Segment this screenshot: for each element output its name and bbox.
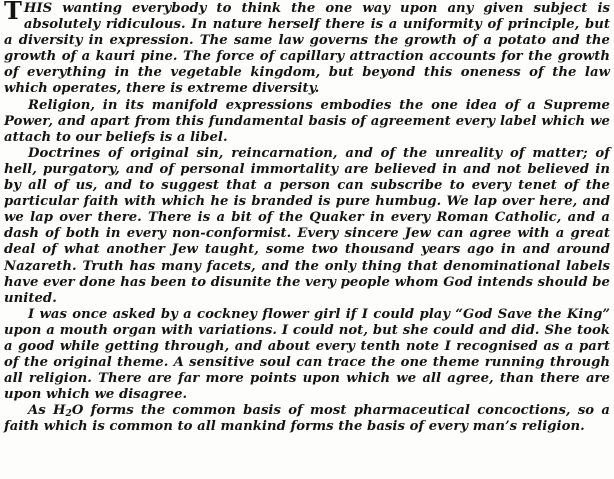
paragraph-4: I was once asked by a cockney flower girl if I could play “God Save the King” upon a mouth organ with variations. I could not, but she could and did. She took a good while getting through, and about every tenth note I recognised as a part of the original theme. A sensitive soul can trace the one theme running through all religion. There are far more points upon which we all agree, than there are upon which we disagree. [4,306,610,403]
paragraph-5-start: As H [28,403,66,419]
drop-cap: T [4,0,22,25]
paragraph-2: Religion, in its manifold expressions embodies the one idea of a Supreme Power, and apart from this fundamental basis of agreement every label which we attach to our beliefs is a libel. [4,97,610,145]
paragraph-3: Doctrines of original sin, reincarnation, and of the unreality of matter; of hell, purgatory, and of personal immortality are believed in and not believed in by all of us, and to suggest that a person can subscribe to every tenet of the particular faith with which he is branded is pure humbug. We lap over here, and we lap over there. There is a bit of the Quaker in every Roman Catholic, and a dash of both in every non-conformist. Every sincere Jew can agree with a great deal of what another Jew taught, some two thousand years ago in and around Nazareth. Truth has many facets, and the only thing that denominational labels have ever done has been to disunite the very people whom God intends should be united. [4,145,610,306]
paragraph-1 [4,1,610,98]
paragraph-1-text: HIS wanting everybody to think the one way upon any given subject is absolutely ridiculous. In nature herself there is a uniformity of principle, but a diversity in expression. The same law governs the growth of a potato and the growth of a kauri pine. The force of capillary attraction accounts for the growth of everything in the vegetable kingdom, but beyond this oneness of the law which operates, there is extreme diversity. [4,1,610,97]
paragraph-5 [4,403,610,435]
paragraph-5-rest: O forms the common basis of most pharmaceutical concoctions, so a faith which is common to all mankind forms the basis of every man’s religion. [4,403,610,435]
water-subscript: 2 [65,409,72,420]
article-body [4,1,610,436]
